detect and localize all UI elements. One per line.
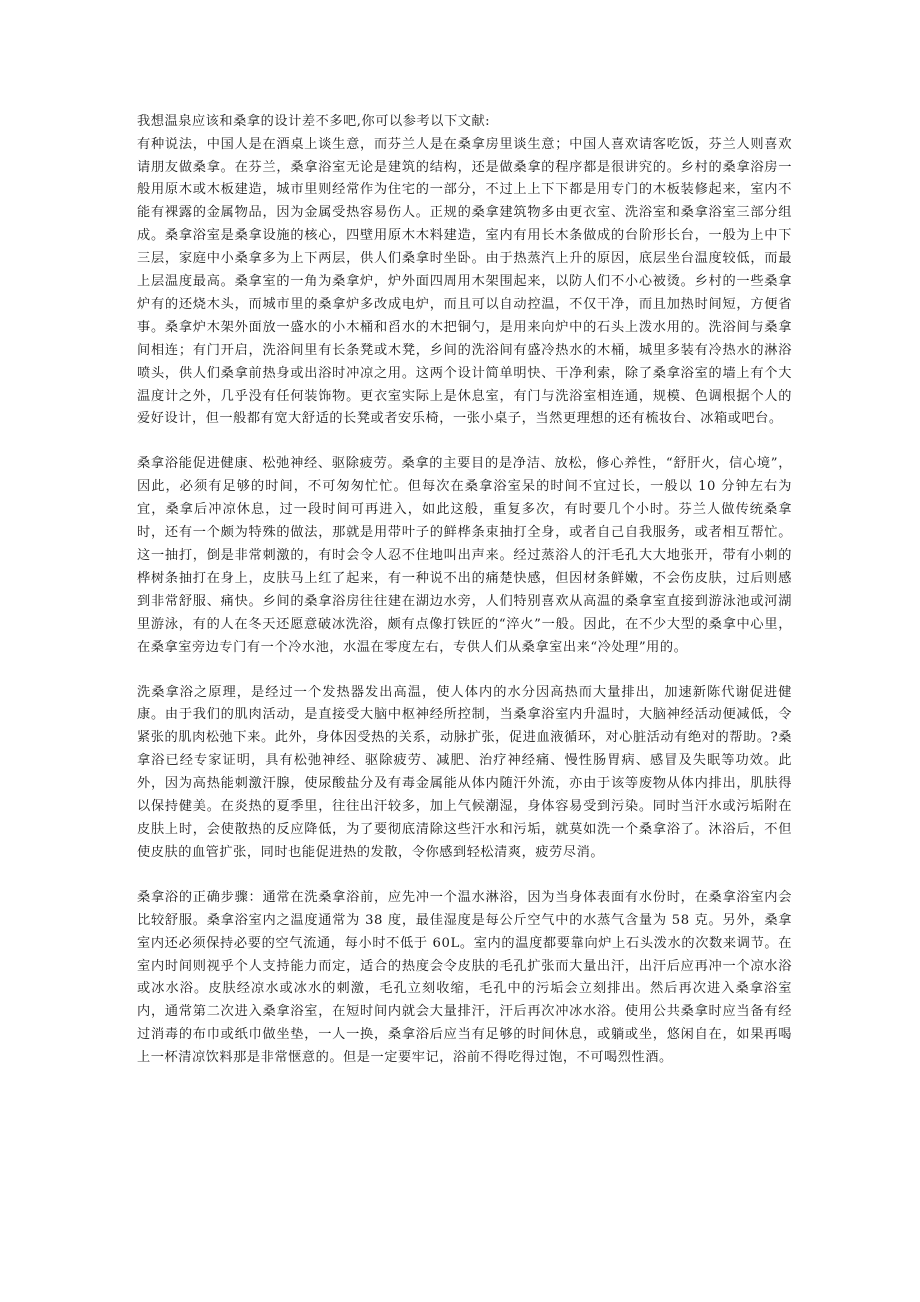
- paragraph-sauna-principle: 洗桑拿浴之原理，是经过一个发热器发出高温，使人体内的水分因高热而大量排出，加速新陈代谢促进健康。由于我们的肌肉活动，是直接受大脑中枢神经所控制，当桑拿浴室内升温时，大脑神经活动便减低，令紧张的肌肉松弛下来。此外，身体因受热的关系，动脉扩张，促进血液循环，对心脏活动有绝对的帮助。?桑拿浴已经专家证明，具有松弛神经、驱除疲劳、减肥、治疗神经痛、慢性肠胃病、感冒及失眠等功效。此外，因为高热能刺激汗腺，使尿酸盐分及有毒金属能从体内随汗外流，亦由于该等废物从体内排出，肌肤得以保持健美。在炎热的夏季里，往往出汗较多，加上气候潮湿，身体容易受到污染。同时当汗水或污垢附在皮肤上时，会使散热的反应降低，为了要彻底清除这些汗水和污垢，就莫如洗一个桑拿浴了。沐浴后，不但使皮肤的血管扩张，同时也能促进热的发散，令你感到轻松清爽，疲劳尽消。: [137, 684, 792, 860]
- paragraph-sauna-health: 桑拿浴能促进健康、松弛神经、驱除疲劳。桑拿的主要目的是净洁、放松，修心养性，“舒肝火，信心境”，因此，必须有足够的时间，不可匆匆忙忙。但每次在桑拿浴室呆的时间不宜过长，一般以 10 分钟左右为宜，桑拿后冲凉休息，过一段时间可再进入，如此这般，重复多次，有时要几个小时。芬兰人做传统桑拿时，还有一个颇为特殊的做法，那就是用带叶子的鲜桦条束抽打全身，或者自己自我服务，或者相互帮忙。这一抽打，倒是非常刺激的，有时会令人忍不住地叫出声来。经过蒸浴人的汗毛孔大大地张开，带有小刺的桦树条抽打在身上，皮肤马上红了起来，有一种说不出的痛楚快感，但因材条鲜嫩，不会伤皮肤，过后则感到非常舒服、痛快。乡间的桑拿浴房往往建在湖边水旁，人们特别喜欢从高温的桑拿室直接到游泳池或河湖里游泳，有的人在冬天还愿意破冰洗浴，颇有点像打铁匠的“淬火”一般。因此，在不少大型的桑拿中心里，在桑拿室旁边专门有一个冷水池，水温在零度左右，专供人们从桑拿室出来“冷处理”用的。: [137, 456, 792, 655]
- paragraph-sauna-steps: 桑拿浴的正确步骤：通常在洗桑拿浴前，应先冲一个温水淋浴，因为当身体表面有水份时，在桑拿浴室内会比较舒服。桑拿浴室内之温度通常为 38 度，最佳湿度是每公斤空气中的水蒸气含量为 58 克。另外，桑拿室内还必须保持必要的空气流通，每小时不低于 60L。室内的温度都要靠向炉上石头泼水的次数来调节。在室内时间则视乎个人支持能力而定，适合的热度会令皮肤的毛孔扩张而大量出汗，出汗后应再冲一个凉水浴或冰水浴。皮肤经凉水或冰水的刺激，毛孔立刻收缩，毛孔中的污垢会立刻排出。然后再次进入桑拿浴室内，通常第二次进入桑拿浴室，在短时间内就会大量排汗，汗后再次冲冰水浴。使用公共桑拿时应当备有经过消毒的布巾或纸巾做坐垫，一人一换，桑拿浴后应当有足够的时间休息，或躺或坐，悠闲自在，如果再喝上一杯清凉饮料那是非常惬意的。但是一定要牢记，浴前不得吃得过饱，不可喝烈性酒。: [137, 889, 792, 1066]
- intro-line: 我想温泉应该和桑拿的设计差不多吧,你可以参考以下文献:: [137, 114, 491, 129]
- paragraph-sauna-design: 有种说法，中国人是在酒桌上谈生意，而芬兰人是在桑拿房里谈生意；中国人喜欢请客吃饭，芬兰人则喜欢请朋友做桑拿。在芬兰，桑拿浴室无论是建筑的结构，还是做桑拿的程序都是很讲究的。乡村的桑拿浴房一般用原木或木板建造，城市里则经常作为住宅的一部分，不过上上下下都是用专门的木板装修起来，室内不能有裸露的金属物品，因为金属受热容易伤人。正规的桑拿建筑物多由更衣室、洗浴室和桑拿浴室三部分组成。桑拿浴室是桑拿设施的核心，四壁用原木木料建造，室内有用长木条做成的台阶形长台，一般为上中下三层，家庭中小桑拿多为上下两层，供人们桑拿时坐卧。由于热蒸汽上升的原因，底层坐台温度较低，而最上层温度最高。桑拿室的一角为桑拿炉，炉外面四周用木架围起来，以防人们不小心被烫。乡村的一些桑拿炉有的还烧木头，而城市里的桑拿炉多改成电炉，而且可以自动控温，不仅干净，而且加热时间短，方便省事。桑拿炉木架外面放一盛水的小木桶和舀水的木把铜勺，是用来向炉中的石头上泼水用的。洗浴间与桑拿间相连；有门开启，洗浴间里有长条凳或木凳，乡间的洗浴间有盛冷热水的木桶，城里多装有冷热水的淋浴喷头，供人们桑拿前热身或出浴时冲凉之用。这两个设计简单明快、干净利索，除了桑拿浴室的墙上有个大温度计之外，几乎没有任何装饰物。更衣室实际上是休息室，有门与洗浴室相连通，规模、色调根据个人的爱好设计，但一般都有宽大舒适的长凳或者安乐椅，一张小桌子，当然更理想的还有梳妆台、冰箱或吧台。: [137, 136, 792, 427]
- document-page: [137, 111, 792, 1092]
